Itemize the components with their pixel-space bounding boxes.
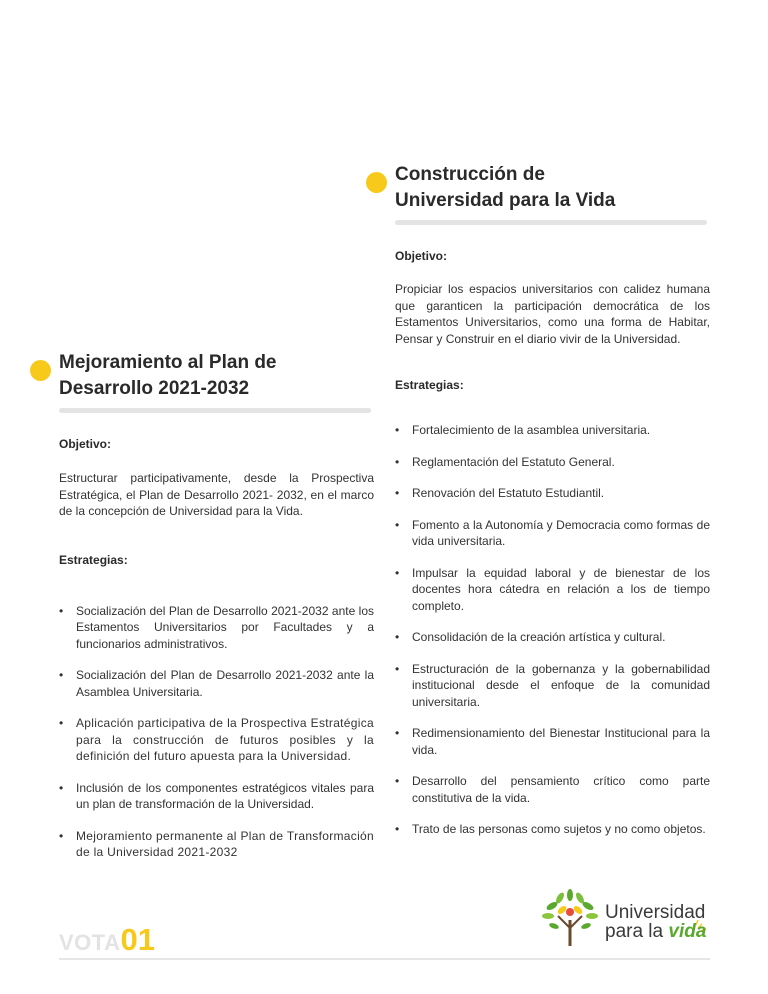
section-title-line-1: Construcción de xyxy=(395,164,545,185)
strategies-list xyxy=(59,603,374,861)
section-title-line-1: Mejoramiento al Plan de xyxy=(59,352,277,373)
bullet-icon: • xyxy=(59,716,64,730)
section-header xyxy=(30,350,374,402)
title-divider xyxy=(395,220,707,225)
objective-label: Objetivo: xyxy=(59,437,112,451)
strategies-label: Estrategias: xyxy=(59,552,128,567)
objective-text: Propiciar los espacios universitarios con calidez humana que garanticen la participación democrática de los Estamentos Universitarios, como una forma de Habitar, Pensar y Construir en el diario vivir de la Universidad. xyxy=(395,282,710,346)
bullet-icon: • xyxy=(59,828,64,843)
section-body xyxy=(30,437,374,861)
bullet-icon: • xyxy=(395,565,400,580)
section-title-line-2: Desarrollo 2021-2032 xyxy=(59,378,250,399)
footer-divider xyxy=(59,958,710,960)
bullet-icon: • xyxy=(395,630,400,644)
bullet-icon: • xyxy=(59,668,64,682)
bullet-icon: • xyxy=(59,603,64,618)
bullet-icon: • xyxy=(395,661,400,676)
section-title-line-2: Universidad para la Vida xyxy=(395,190,616,211)
section-title xyxy=(395,162,710,214)
list-item: • Aplicación participativa de la Prospectiva Estratégica para la construcción de futuros posibles y la definición del futuro apuesta para la Universidad. xyxy=(59,716,374,763)
bullet-icon: • xyxy=(395,822,400,836)
yellow-circle-icon xyxy=(366,172,387,193)
objective-text: Estructurar participativamente, desde la Prospectiva Estratégica, el Plan de Desarrollo 2021- 2032, en el marco de la concepción de Universidad para la Vida. xyxy=(59,471,374,518)
vote-mark xyxy=(59,920,155,960)
list-item: • Redimensionamiento del Bienestar Institucional para la vida. xyxy=(395,726,710,757)
list-item: • Estructuración de la gobernanza y la gobernabilidad institucional desde el enfoque de la comunidad universitaria. xyxy=(395,661,710,709)
list-item: • Inclusión de los componentes estratégicos vitales para un plan de transformación de la Universidad. xyxy=(59,780,374,811)
logo-text-para-la-vida: para la vida xyxy=(605,921,707,942)
list-item: • Consolidación de la creación artística y cultural. xyxy=(395,630,666,644)
list-item: • Desarrollo del pensamiento crítico como parte constitutiva de la vida. xyxy=(395,774,710,805)
section-body xyxy=(366,249,710,838)
bullet-icon: • xyxy=(395,423,400,437)
vote-number: 01 xyxy=(120,922,155,957)
vote-word: VOTA xyxy=(59,930,121,955)
section-title xyxy=(59,350,374,402)
list-item: • Trato de las personas como sujetos y no como objetos. xyxy=(395,822,706,836)
bullet-icon: • xyxy=(395,726,400,740)
bullet-icon: • xyxy=(395,774,400,788)
section-header xyxy=(366,162,710,214)
section-plan-desarrollo xyxy=(30,350,374,876)
logo-text-universidad: Universidad xyxy=(605,902,706,923)
bullet-icon: • xyxy=(395,517,400,532)
list-item: • Renovación del Estatuto Estudiantil. xyxy=(395,486,605,500)
bullet-icon: • xyxy=(59,780,64,795)
list-item: • Fortalecimiento de la asamblea universitaria. xyxy=(395,423,651,437)
list-item: • Reglamentación del Estatuto General. xyxy=(395,454,615,469)
list-item: • Impulsar la equidad laboral y de bienestar de los docentes hora cátedra en relación a los de tiempo completo. xyxy=(395,565,710,613)
section-universidad-vida xyxy=(366,162,710,853)
list-item: • Socialización del Plan de Desarrollo 2021-2032 ante los Estamentos Universitarios por Facultades y a funcionarios administrativos. xyxy=(59,603,374,651)
list-item: • Mejoramiento permanente al Plan de Transformación de la Universidad 2021-2032 xyxy=(59,828,374,859)
list-item: • Socialización del Plan de Desarrollo 2021-2032 ante la Asamblea Universitaria. xyxy=(59,668,374,699)
strategies-label: Estrategias: xyxy=(395,378,464,392)
list-item: • Fomento a la Autonomía y Democracia como formas de vida universitaria. xyxy=(395,517,710,548)
yellow-circle-icon xyxy=(30,360,51,381)
bullet-icon: • xyxy=(395,486,400,500)
strategies-list xyxy=(395,422,710,838)
bullet-icon: • xyxy=(395,454,400,469)
objective-label: Objetivo: xyxy=(395,249,448,263)
title-divider xyxy=(59,408,371,413)
